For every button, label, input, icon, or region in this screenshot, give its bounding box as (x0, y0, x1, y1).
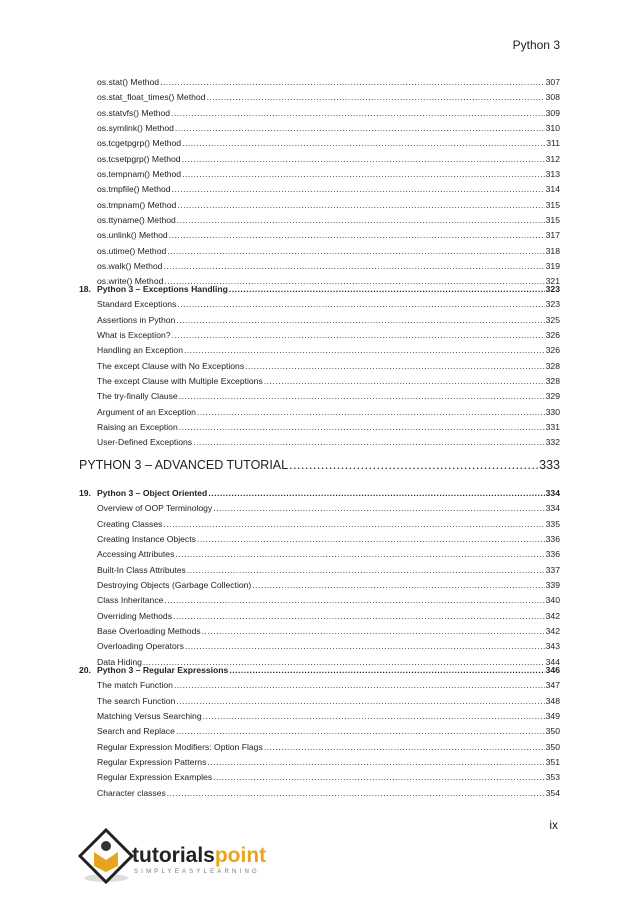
entry-page: 315 (545, 199, 560, 210)
dot-leader (197, 407, 545, 417)
entry-title: The search Function (97, 695, 176, 706)
entry-title: os.stat() Method (97, 77, 160, 87)
entry-page: 310 (545, 123, 560, 134)
toc-entry[interactable] (79, 407, 560, 422)
entry-page: 348 (545, 695, 560, 706)
entry-title: Handling an Exception (97, 345, 183, 356)
toc-chapter-entry[interactable] (79, 284, 560, 299)
svg-text:tutorialspoint: tutorialspoint (132, 844, 266, 867)
entry-title: os.symlink() Method (97, 123, 174, 134)
entry-page: 344 (545, 656, 560, 667)
entry-title: Search and Replace (97, 726, 175, 737)
dot-leader (206, 92, 544, 102)
entry-title: Destroying Objects (Garbage Collection) (97, 580, 252, 591)
toc-entry[interactable] (79, 246, 560, 261)
entry-title: User-Defined Exceptions (97, 437, 193, 448)
toc-section (79, 488, 560, 672)
dot-leader (182, 169, 545, 179)
entry-title: os.tmpfile() Method (97, 184, 171, 195)
entry-page: 314 (545, 184, 560, 195)
dot-leader (160, 77, 545, 87)
entry-title: Regular Expression Examples (97, 772, 213, 783)
toc-entry[interactable] (79, 611, 560, 626)
entry-page: 308 (545, 92, 560, 103)
toc-entry[interactable] (79, 641, 560, 656)
toc-entry[interactable] (79, 742, 560, 757)
entry-title: os.tcsetpgrp() Method (97, 153, 181, 164)
chapter-number: 19. (79, 488, 91, 498)
entry-title: Argument of an Exception (97, 406, 196, 417)
entry-page: 330 (545, 406, 560, 417)
entry-page: 333 (539, 458, 560, 472)
dot-leader (182, 154, 545, 164)
dot-leader (182, 138, 545, 148)
entry-title: Overloading Operators (97, 641, 184, 652)
entry-page: 336 (545, 549, 560, 560)
dot-leader (176, 726, 545, 736)
dot-leader (171, 108, 545, 118)
toc-entry[interactable] (79, 726, 560, 741)
entry-title: os.statvfs() Method (97, 107, 171, 118)
toc-entry[interactable] (79, 580, 560, 595)
entry-title: os.tempnam() Method (97, 169, 182, 180)
entry-page: 354 (545, 787, 560, 798)
dot-leader (169, 230, 545, 240)
dot-leader (177, 215, 545, 225)
entry-page: 326 (545, 345, 560, 356)
entry-title: Regular Expression Patterns (97, 757, 207, 768)
entry-page: 319 (545, 261, 560, 272)
entry-title: Creating Classes (97, 518, 163, 529)
entry-page: 312 (545, 153, 560, 164)
entry-page: 336 (545, 534, 560, 545)
entry-title: Raising an Exception (97, 422, 178, 433)
entry-title: Matching Versus Searching (97, 711, 202, 722)
toc-entry[interactable] (79, 261, 560, 276)
page-number: ix (549, 818, 558, 832)
entry-title: Overriding Methods (97, 610, 172, 621)
toc-entry[interactable] (79, 215, 560, 230)
entry-title: The try-finally Clause (97, 391, 178, 402)
entry-title: The except Clause with Multiple Exceptions (97, 376, 263, 387)
dot-leader (197, 534, 545, 544)
toc-entry[interactable] (79, 299, 560, 314)
entry-page: 313 (545, 169, 560, 180)
entry-title: What is Exception? (97, 330, 171, 341)
dot-leader (264, 376, 545, 386)
entry-page: 323 (545, 284, 560, 294)
dot-leader (202, 626, 545, 636)
toc-entry[interactable] (79, 200, 560, 215)
dot-leader (289, 458, 538, 472)
entry-page: 328 (545, 376, 560, 387)
toc-section (79, 77, 560, 292)
entry-page: 307 (545, 77, 560, 87)
toc-entry[interactable] (79, 123, 560, 138)
entry-title: PYTHON 3 – ADVANCED TUTORIAL (79, 458, 289, 472)
toc-entry[interactable] (79, 437, 560, 452)
entry-page: 350 (545, 741, 560, 752)
toc-chapter-entry[interactable] (79, 665, 560, 680)
entry-title: Class Inheritance (97, 595, 164, 606)
entry-page: 337 (545, 564, 560, 575)
entry-page: 317 (545, 230, 560, 241)
chapter-number: 20. (79, 665, 91, 675)
toc-chapter-entry[interactable] (79, 488, 560, 503)
entry-title: Python 3 – Regular Expressions (97, 665, 229, 675)
entry-title: Python 3 – Exceptions Handling (97, 284, 228, 294)
entry-page: 328 (545, 360, 560, 371)
dot-leader (229, 665, 544, 675)
dot-leader (177, 299, 544, 309)
toc-entry[interactable] (79, 519, 560, 534)
toc-entry[interactable] (79, 788, 560, 803)
entry-page: 315 (545, 215, 560, 226)
toc-section (79, 665, 560, 803)
toc-entry[interactable] (79, 184, 560, 199)
dot-leader (184, 345, 545, 355)
entry-page: 331 (545, 422, 560, 433)
dot-leader (179, 391, 545, 401)
dot-leader (167, 788, 545, 798)
toc-entry[interactable] (79, 154, 560, 169)
entry-page: 353 (545, 772, 560, 783)
toc-entry[interactable] (79, 345, 560, 360)
entry-title: os.walk() Method (97, 261, 163, 272)
entry-page: 334 (545, 503, 560, 514)
toc-entry[interactable] (79, 422, 560, 437)
toc-entry[interactable] (79, 757, 560, 772)
dot-leader (193, 437, 545, 447)
entry-title: Assertions in Python (97, 314, 176, 325)
tutorialspoint-logo (76, 826, 266, 886)
toc-entry[interactable] (79, 169, 560, 184)
toc-section (79, 458, 560, 478)
entry-page: 318 (545, 245, 560, 256)
entry-page: 311 (546, 138, 560, 149)
entry-page: 323 (545, 299, 560, 310)
entry-page: 325 (545, 314, 560, 325)
entry-page: 351 (545, 757, 560, 768)
toc-entry[interactable] (79, 549, 560, 564)
dot-leader (163, 261, 544, 271)
entry-title: The match Function (97, 680, 173, 691)
entry-title: os.ttyname() Method (97, 215, 176, 226)
dot-leader (167, 246, 544, 256)
entry-page: 347 (545, 680, 560, 691)
toc-entry[interactable] (79, 711, 560, 726)
entry-page: 342 (545, 610, 560, 621)
entry-title: Creating Instance Objects (97, 534, 196, 545)
svg-text:SIMPLYEASYLEARNING: SIMPLYEASYLEARNING (134, 869, 260, 875)
dot-leader (174, 680, 545, 690)
toc-entry[interactable] (79, 361, 560, 376)
dot-leader (187, 565, 545, 575)
chapter-number: 18. (79, 284, 91, 294)
toc-entry[interactable] (79, 565, 560, 580)
entry-page: 346 (545, 665, 560, 675)
entry-title: os.stat_float_times() Method (97, 92, 206, 103)
dot-leader (185, 641, 545, 651)
toc-entry[interactable] (79, 626, 560, 641)
dot-leader (164, 595, 544, 605)
toc-entry[interactable] (79, 772, 560, 787)
toc-entry[interactable] (79, 230, 560, 245)
toc-entry[interactable] (79, 391, 560, 406)
entry-title: Base Overloading Methods (97, 626, 201, 637)
dot-leader (172, 330, 545, 340)
entry-title: Regular Expression Modifiers: Option Flags (97, 741, 263, 752)
entry-page: 326 (545, 330, 560, 341)
dot-leader (203, 711, 545, 721)
entry-title: os.write() Method (97, 276, 164, 287)
entry-title: Data Hiding (97, 656, 142, 667)
dot-leader (176, 696, 544, 706)
toc-entry[interactable] (79, 77, 560, 92)
toc-entry[interactable] (79, 696, 560, 711)
entry-title: os.utime() Method (97, 245, 167, 256)
toc-entry[interactable] (79, 330, 560, 345)
entry-title: Overview of OOP Terminology (97, 503, 213, 514)
dot-leader (172, 184, 545, 194)
entry-page: 329 (545, 391, 560, 402)
dot-leader (245, 361, 545, 371)
dot-leader (208, 488, 544, 498)
entry-page: 334 (545, 488, 560, 498)
toc-entry[interactable] (79, 138, 560, 153)
dot-leader (176, 315, 544, 325)
entry-page: 335 (545, 518, 560, 529)
entry-title: os.unlink() Method (97, 230, 168, 241)
dot-leader (177, 200, 544, 210)
toc-entry[interactable] (79, 92, 560, 107)
entry-page: 349 (545, 711, 560, 722)
dot-leader (173, 611, 545, 621)
toc-section (79, 284, 560, 453)
toc-entry[interactable] (79, 376, 560, 391)
dot-leader (213, 503, 544, 513)
entry-title: Character classes (97, 787, 166, 798)
dot-leader (213, 772, 545, 782)
dot-leader (175, 549, 544, 559)
toc-entry[interactable] (79, 108, 560, 123)
entry-title: os.tcgetpgrp() Method (97, 138, 182, 149)
toc-entry[interactable] (79, 534, 560, 549)
entry-title: Python 3 – Object Oriented (97, 488, 208, 498)
toc-entry[interactable] (79, 315, 560, 330)
entry-page: 332 (545, 437, 560, 448)
entry-page: 350 (545, 726, 560, 737)
entry-title: The except Clause with No Exceptions (97, 360, 245, 371)
entry-title: Accessing Attributes (97, 549, 175, 560)
entry-title: Built-In Class Attributes (97, 564, 186, 575)
dot-leader (252, 580, 544, 590)
dot-leader (175, 123, 545, 133)
entry-title: Standard Exceptions (97, 299, 177, 310)
toc-entry[interactable] (79, 595, 560, 610)
entry-page: 343 (545, 641, 560, 652)
toc-entry[interactable] (79, 680, 560, 695)
entry-page: 340 (545, 595, 560, 606)
entry-page: 342 (545, 626, 560, 637)
dot-leader (229, 284, 545, 294)
dot-leader (264, 742, 545, 752)
entry-page: 309 (545, 107, 560, 118)
dot-leader (179, 422, 545, 432)
running-header: Python 3 (512, 38, 560, 52)
entry-page: 339 (545, 580, 560, 591)
toc-part-entry[interactable] (79, 458, 560, 478)
dot-leader (163, 519, 544, 529)
toc-entry[interactable] (79, 503, 560, 518)
entry-page: 321 (545, 276, 560, 287)
dot-leader (207, 757, 544, 767)
entry-title: os.tmpnam() Method (97, 199, 177, 210)
